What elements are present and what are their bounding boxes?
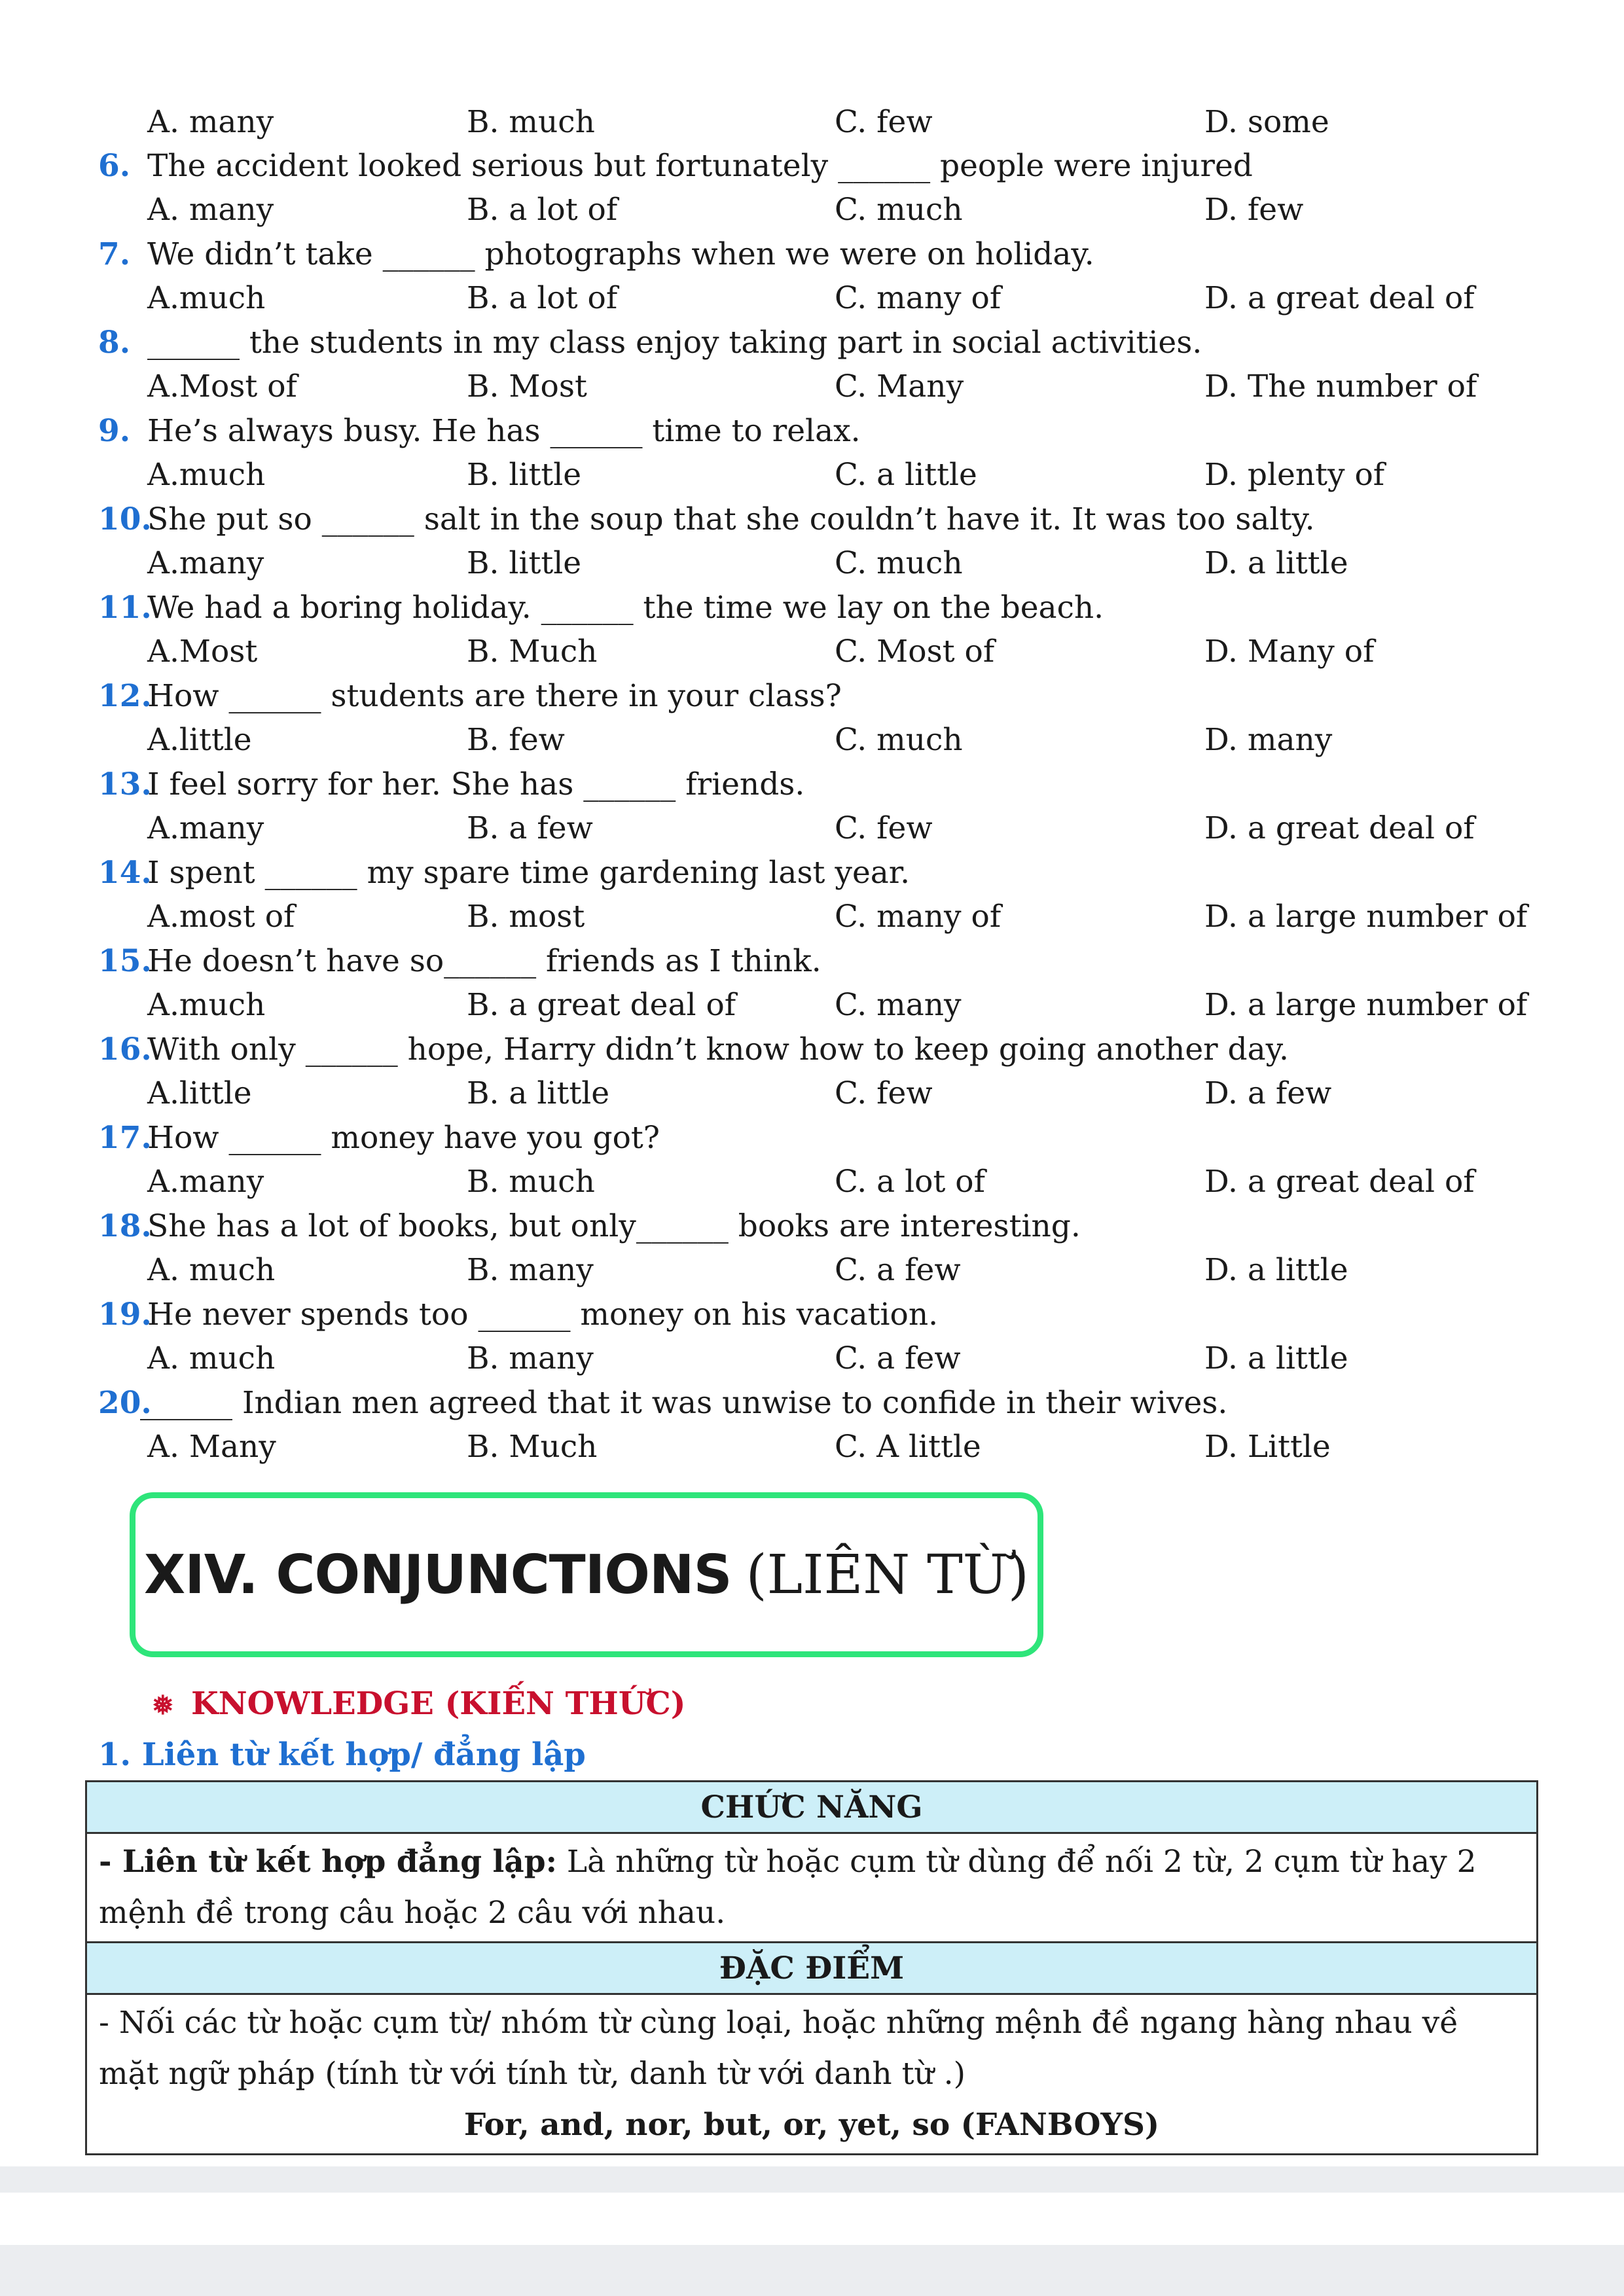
option-d: D. some xyxy=(1204,104,1329,140)
question-text: How ______ money have you got? xyxy=(147,1120,660,1156)
option-d: D. plenty of xyxy=(1204,457,1385,493)
question-line xyxy=(0,323,1624,363)
option-a: A.many xyxy=(147,545,264,581)
question-text: She has a lot of books, but only______ books are interesting. xyxy=(147,1208,1081,1244)
question-text: He’s always busy. He has ______ time to relax. xyxy=(147,413,861,449)
table-cell-features xyxy=(86,1994,1538,2155)
option-b: B. a lot of xyxy=(467,280,618,316)
option-d: D. a little xyxy=(1204,545,1348,581)
option-row xyxy=(0,721,1624,760)
option-b: B. many xyxy=(467,1252,594,1288)
question-number: 13. xyxy=(98,766,152,802)
option-row xyxy=(0,1251,1624,1290)
option-b: B. a few xyxy=(467,810,593,846)
option-d: D. Many of xyxy=(1204,634,1375,670)
option-a: A. many xyxy=(147,192,274,228)
section-heading-box xyxy=(130,1492,1043,1657)
features-description: - Nối các từ hoặc cụm từ/ nhóm từ cùng loại, hoặc những mệnh đề ngang hàng nhau về mặt ngữ pháp (tính từ với tính từ, danh từ với danh từ .) xyxy=(99,2005,1459,2092)
option-a: A.much xyxy=(147,280,266,316)
question-text: We had a boring holiday. ______ the time we lay on the beach. xyxy=(147,590,1104,626)
question-line xyxy=(0,853,1624,893)
option-b: B. Much xyxy=(467,634,598,670)
option-b: B. much xyxy=(467,104,595,140)
knowledge-label: KNOWLEDGE (KIẾN THỨC) xyxy=(191,1685,686,1722)
question-text: He doesn’t have so______ friends as I think. xyxy=(147,943,821,979)
question-line xyxy=(0,677,1624,716)
table-header-function: CHỨC NĂNG xyxy=(86,1782,1538,1833)
option-a: A. much xyxy=(147,1252,276,1288)
option-c: C. A little xyxy=(835,1429,981,1465)
option-b: B. few xyxy=(467,722,565,758)
table-header-features: ĐẶC ĐIỂM xyxy=(86,1943,1538,1994)
question-line xyxy=(0,147,1624,186)
option-row xyxy=(0,1427,1624,1467)
question-line xyxy=(0,942,1624,981)
question-text: ______ Indian men agreed that it was unwise to confide in their wives. xyxy=(140,1385,1228,1421)
question-number: 11. xyxy=(98,590,152,626)
option-c: C. few xyxy=(835,1075,933,1111)
sub-heading: 1. Liên từ kết hợp/ đẳng lập xyxy=(98,1736,586,1773)
option-b: B. most xyxy=(467,899,585,935)
option-row xyxy=(0,544,1624,583)
option-c: C. few xyxy=(835,104,933,140)
option-b: B. much xyxy=(467,1164,595,1200)
option-c: C. many of xyxy=(835,899,1001,935)
question-text: We didn’t take ______ photographs when we were on holiday. xyxy=(147,236,1094,272)
option-a: A.most of xyxy=(147,899,295,935)
snowflake-icon: ❅ xyxy=(152,1690,174,1721)
option-row xyxy=(0,456,1624,495)
question-line xyxy=(0,765,1624,804)
knowledge-heading xyxy=(152,1684,685,1725)
knowledge-table xyxy=(85,1780,1538,2155)
question-number: 17. xyxy=(98,1120,152,1156)
question-line xyxy=(0,1030,1624,1069)
option-c: C. many xyxy=(835,987,962,1023)
option-row xyxy=(0,190,1624,230)
question-line xyxy=(0,1384,1624,1423)
option-d: D. a little xyxy=(1204,1340,1348,1376)
function-description: Là những từ hoặc cụm từ dùng để nối 2 từ, 2 cụm từ hay 2 mệnh đề trong câu hoặc 2 câu với nhau. xyxy=(99,1844,1477,1931)
question-number: 18. xyxy=(98,1208,152,1244)
question-number: 6. xyxy=(98,148,131,184)
section-title: XIV. CONJUNCTIONS xyxy=(144,1543,732,1606)
option-d: D. a large number of xyxy=(1204,987,1528,1023)
fanboys-list: For, and, nor, but, or, yet, so (FANBOYS) xyxy=(463,2107,1160,2143)
option-a: A.much xyxy=(147,987,266,1023)
table-cell-function xyxy=(86,1833,1538,1943)
option-b: B. many xyxy=(467,1340,594,1376)
option-row xyxy=(0,367,1624,406)
option-b: B. a lot of xyxy=(467,192,618,228)
question-line xyxy=(0,1295,1624,1335)
question-text: With only ______ hope, Harry didn’t know how to keep going another day. xyxy=(147,1031,1289,1067)
next-page-edge xyxy=(0,2193,1624,2245)
option-d: D. few xyxy=(1204,192,1304,228)
question-line xyxy=(0,1207,1624,1246)
option-a: A.much xyxy=(147,457,266,493)
option-d: D. a few xyxy=(1204,1075,1332,1111)
question-text: I feel sorry for her. She has ______ friends. xyxy=(147,766,805,802)
question-line xyxy=(0,588,1624,628)
option-c: C. few xyxy=(835,810,933,846)
option-d: D. many xyxy=(1204,722,1333,758)
option-a: A.Most of xyxy=(147,368,297,404)
option-c: C. much xyxy=(835,722,963,758)
option-d: D. The number of xyxy=(1204,368,1477,404)
option-b: B. a little xyxy=(467,1075,610,1111)
option-row xyxy=(0,279,1624,318)
question-number: 15. xyxy=(98,943,152,979)
question-number: 10. xyxy=(98,501,152,537)
option-b: B. Much xyxy=(467,1429,598,1465)
question-number: 8. xyxy=(98,325,131,361)
option-c: C. a few xyxy=(835,1340,961,1376)
option-c: C. much xyxy=(835,192,963,228)
option-row xyxy=(0,809,1624,848)
option-b: B. Most xyxy=(467,368,587,404)
option-b: B. little xyxy=(467,457,582,493)
option-d: D. a great deal of xyxy=(1204,280,1475,316)
option-a: A. much xyxy=(147,1340,276,1376)
question-text: How ______ students are there in your class? xyxy=(147,678,842,714)
option-row xyxy=(0,986,1624,1025)
question-line xyxy=(0,412,1624,451)
question-number: 12. xyxy=(98,678,152,714)
option-c: C. Most of xyxy=(835,634,995,670)
option-row xyxy=(0,103,1624,142)
option-c: C. a little xyxy=(835,457,977,493)
question-text: She put so ______ salt in the soup that she couldn’t have it. It was too salty. xyxy=(147,501,1315,537)
option-c: C. a lot of xyxy=(835,1164,985,1200)
option-d: D. a great deal of xyxy=(1204,1164,1475,1200)
option-c: C. much xyxy=(835,545,963,581)
section-title-translation: (LIÊN TỪ) xyxy=(746,1543,1029,1606)
option-d: D. Little xyxy=(1204,1429,1331,1465)
option-c: C. Many xyxy=(835,368,964,404)
question-number: 20. xyxy=(98,1385,152,1421)
question-text: I spent ______ my spare time gardening last year. xyxy=(147,855,911,891)
option-a: A.little xyxy=(147,1075,252,1111)
option-d: D. a large number of xyxy=(1204,899,1528,935)
option-row xyxy=(0,897,1624,937)
question-text: ______ the students in my class enjoy taking part in social activities. xyxy=(147,325,1202,361)
option-b: B. little xyxy=(467,545,582,581)
question-number: 9. xyxy=(98,413,131,449)
option-a: A.many xyxy=(147,810,264,846)
option-row xyxy=(0,1339,1624,1378)
option-d: D. a little xyxy=(1204,1252,1348,1288)
question-number: 14. xyxy=(98,855,152,891)
option-a: A.Most xyxy=(147,634,258,670)
question-line xyxy=(0,1119,1624,1158)
option-b: B. a great deal of xyxy=(467,987,736,1023)
question-line xyxy=(0,500,1624,539)
option-row xyxy=(0,1162,1624,1202)
option-a: A. Many xyxy=(147,1429,276,1465)
question-number: 16. xyxy=(98,1031,152,1067)
option-row xyxy=(0,632,1624,672)
option-a: A. many xyxy=(147,104,274,140)
question-line xyxy=(0,235,1624,274)
question-number: 19. xyxy=(98,1297,152,1333)
option-a: A.many xyxy=(147,1164,264,1200)
page-gap xyxy=(0,2166,1624,2296)
function-term: - Liên từ kết hợp đẳng lập: xyxy=(99,1844,557,1880)
option-d: D. a great deal of xyxy=(1204,810,1475,846)
option-c: C. many of xyxy=(835,280,1001,316)
option-c: C. a few xyxy=(835,1252,961,1288)
question-number: 7. xyxy=(98,236,131,272)
question-text: The accident looked serious but fortunately ______ people were injured xyxy=(147,148,1253,184)
option-a: A.little xyxy=(147,722,252,758)
question-text: He never spends too ______ money on his vacation. xyxy=(147,1297,939,1333)
option-row xyxy=(0,1074,1624,1113)
